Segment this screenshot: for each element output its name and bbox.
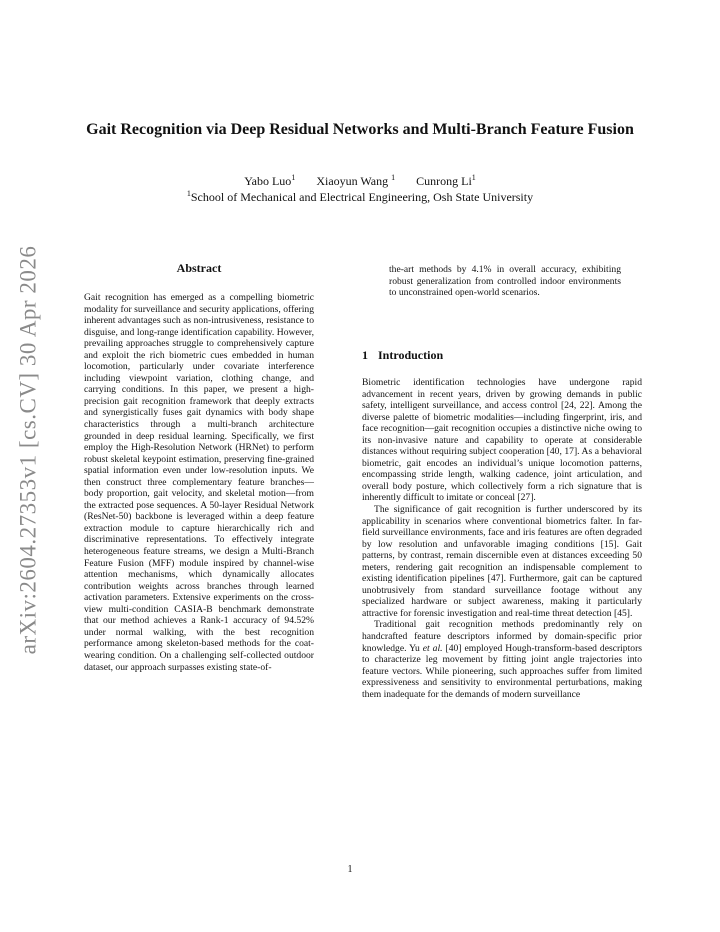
page-number: 1 (347, 864, 353, 875)
affiliation-mark: 1 (291, 173, 296, 182)
author-name: Xiaoyun Wang (316, 174, 389, 188)
affiliation-mark: 1 (391, 173, 396, 182)
paper-title: Gait Recognition via Deep Residual Networks and Multi-Branch Feature Fusion (86, 121, 634, 138)
author (244, 174, 295, 188)
author-list (40, 174, 680, 189)
abstract-text-right: the-art methods by 4.1% in overall accuracy, exhibiting robust generalization from controlled indoor environments to unconstrained open-world scenarios. (389, 264, 621, 299)
section-heading-introduction (362, 348, 642, 363)
author (416, 174, 476, 188)
affiliation-mark: 1 (186, 189, 191, 198)
paragraph: The significance of gait recognition is further underscored by its applicability in scenarios where conventional biometrics falter. In far-field surveillance environments, face and iris features are often degraded by low resolution and unfavorable imaging conditions [15]. Gait patterns, by contrast, remain discernible even at distances exceeding 50 meters, rendering gait recognition an indispensable complement to existing identification pipelines [47]. Furthermore, gait can be captured unobtrusively from standard surveillance footage without any specialized hardware or subject awareness, making it particularly attractive for forensic investigation and real-time threat detection [45]. (362, 504, 642, 619)
author-name: Yabo Luo (244, 174, 292, 188)
paragraph-text: [40] employed Hough-transform-based descriptors to characterize leg movement by fitting joint angle trajectories into feature vectors. While pioneering, such approaches suffer from limited expressiveness and sensitivity to environmental perturbations, making them inadequate for the demands of modern surveillance (362, 642, 642, 700)
paragraph (362, 619, 642, 700)
author-name: Cunrong Li (416, 174, 472, 188)
section-number: 1 (362, 348, 368, 362)
abstract-text-left: Gait recognition has emerged as a compelling biometric modality for surveillance and security applications, offering inherent advantages such as non-intrusiveness, resistance to disguise, and long-range identification capability. However, prevailing approaches struggle to comprehensively capture and exploit the rich biometric cues embedded in human locomotion, particularly under covariate interference including viewpoint variation, clothing change, and carrying conditions. In this paper, we present a high-precision gait recognition framework that deeply extracts and synergistically fuses gait dynamics with body shape characteristics through a multi-branch architecture grounded in deep residual learning. Specifically, we first employ the High-Resolution Network (HRNet) to perform robust skeletal keypoint estimation, preserving fine-grained spatial information even under low-resolution inputs. We then construct three complementary feature branches—body proportion, gait velocity, and skeletal motion—from the extracted pose sequences. A 50-layer Residual Network (ResNet-50) backbone is leveraged within a deep feature extraction module to capture hierarchically rich and discriminative representations. To effectively integrate heterogeneous feature streams, we design a Multi-Branch Feature Fusion (MFF) module inspired by channel-wise attention mechanisms, which dynamically allocates contribution weights across branches through learned activation parameters. Extensive experiments on the cross-view multi-condition CASIA-B benchmark demonstrate that our method achieves a Rank-1 accuracy of 94.52% under normal walking, with the best recognition performance among skeleton-based methods for the coat-wearing condition. On a challenging self-collected outdoor dataset, our approach surpasses existing state-of- (84, 292, 314, 673)
arxiv-identifier: arXiv:2604.27353v1 [cs.CV] 30 Apr 2026 (15, 245, 40, 655)
arxiv-sidebar (8, 245, 48, 655)
affiliation-mark: 1 (471, 173, 476, 182)
paragraph: Biometric identification technologies have undergone rapid advancement in recent years, driven by growing demands in public safety, intelligent surveillance, and access control [24, 22]. Among the diverse palette of biometric modalities—including fingerprint, iris, and face recognition—gait recognition occupies a distinctive niche owing to its non-invasive nature and capability to operate at considerable distances without requiring subject cooperation [40, 17]. As a behavioral biometric, gait encodes an individual’s unique locomotion patterns, encompassing stride length, walking cadence, joint articulation, and overall body posture, which collectively form a rich signature that is inherently difficult to imitate or conceal [27]. (362, 377, 642, 504)
affiliation-text: School of Mechanical and Electrical Engineering, Osh State University (190, 190, 534, 204)
author (316, 174, 395, 188)
etal-italic: et al. (422, 642, 443, 654)
abstract-heading: Abstract (176, 261, 222, 275)
affiliation (40, 190, 680, 205)
section-title: Introduction (378, 348, 444, 362)
paragraph-text: Traditional gait recognition methods predominantly rely on handcrafted feature descriptors informed by domain-specific prior knowledge. Yu (362, 619, 642, 654)
introduction-body (362, 377, 642, 700)
